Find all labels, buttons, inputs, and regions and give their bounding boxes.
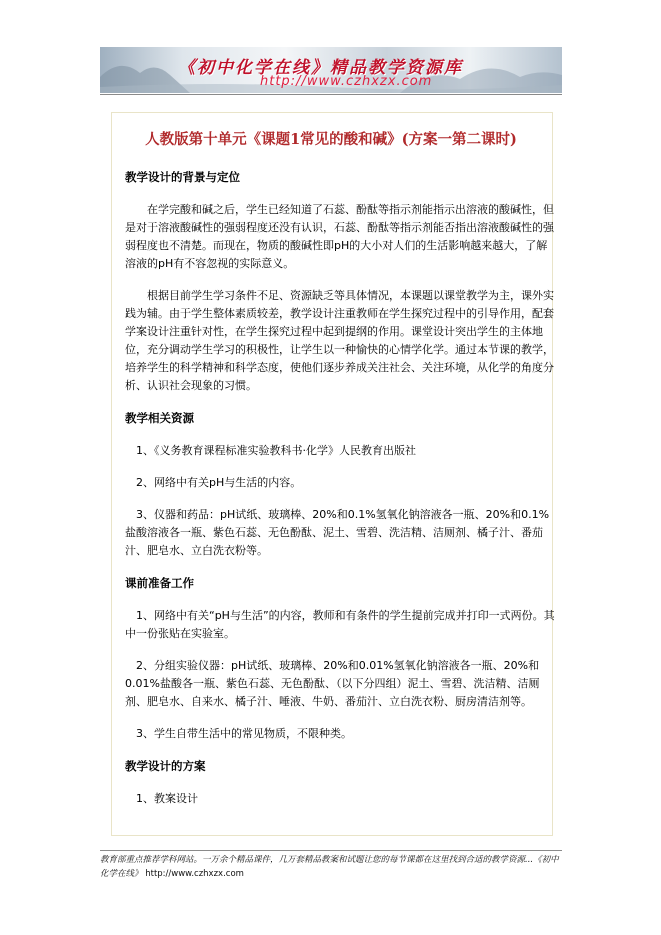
paragraph: 在学完酸和碱之后，学生已经知道了石蕊、酚酞等指示剂能指示出溶液的酸碱性，但是对于溶液酸碱性的强弱程度还没有认识，石蕊、酚酞等指示剂能否指出溶液酸碱性的强弱程度也不清楚。而现在，物质的酸碱性即pH的大小对人们的生活影响越来越大，了解溶液的pH有不容忽视的实际意义。 <box>125 203 554 270</box>
paragraph: 2、网络中有关pH与生活的内容。 <box>136 476 302 489</box>
paragraph: 3、仪器和药品：pH试纸、玻璃棒、20%和0.1%氢氧化钠溶液各一瓶、20%和0.1%盐酸溶液各一瓶、紫色石蕊、无色酚酞、泥土、雪碧、洗洁精、洁厕剂、橘子汁、番茄汁、肥皂水、立白洗衣粉等。 <box>125 508 550 557</box>
header-divider <box>100 94 562 95</box>
document-body <box>125 168 557 822</box>
section-heading: 课前准备工作 <box>125 576 194 590</box>
paragraph: 根据目前学生学习条件不足、资源缺乏等具体情况，本课题以课堂教学为主，课外实践为辅。由于学生整体素质较差，教学设计注重教师在学生探究过程中的引导作用，配套学案设计注重针对性，在学生探究过程中起到提纲的作用。课堂设计突出学生的主体地位，充分调动学生学习的积极性，让学生以一种愉快的心情学化学。通过本节课的教学，培养学生的科学精神和科学态度，使他们逐步养成关注社会、关注环境，从化学的角度分析、认识社会现象的习惯。 <box>125 289 554 392</box>
page-footer <box>100 850 562 891</box>
section-heading: 教学设计的方案 <box>125 759 206 773</box>
paragraph: 3、学生自带生活中的常见物质，不限种类。 <box>136 727 352 740</box>
paragraph: 2、分组实验仪器：pH试纸、玻璃棒、20%和0.01%氢氧化钠溶液各一瓶、20%和0.01%盐酸各一瓶、紫色石蕊、无色酚酞、（以下分四组）泥土、雪碧、洗洁精、洁厕剂、肥皂水、自来水、橘子汁、唾液、牛奶、番茄汁、立白洗衣粉、厨房清洁剂等。 <box>125 659 540 708</box>
section-heading: 教学设计的背景与定位 <box>125 170 240 184</box>
paragraph: 1、《义务教育课程标准实验教科书·化学》人民教育出版社 <box>136 444 416 457</box>
header-banner <box>100 47 562 93</box>
footer-url[interactable]: http://www.czhxzx.com <box>145 869 244 879</box>
section-heading: 教学相关资源 <box>125 411 194 425</box>
paragraph: 1、网络中有关“pH与生活”的内容，教师和有条件的学生提前完成并打印一式两份。其中一份张贴在实验室。 <box>125 609 555 640</box>
page-title: 人教版第十单元《课题1常见的酸和碱》(方案一第二课时) <box>145 131 517 148</box>
site-title: 《初中化学在线》精品教学资源库 <box>178 58 463 78</box>
site-url[interactable]: http://www.czhxzx.com <box>260 74 433 89</box>
paragraph: 1、教案设计 <box>136 792 198 805</box>
footer-text: 教育部重点推荐学科网站。一万余个精品课件，几万套精品教案和试题让您的每节课都在这里找到合适的教学资源...《初中化学在线》 http://www.czhxzx.com <box>100 855 559 879</box>
